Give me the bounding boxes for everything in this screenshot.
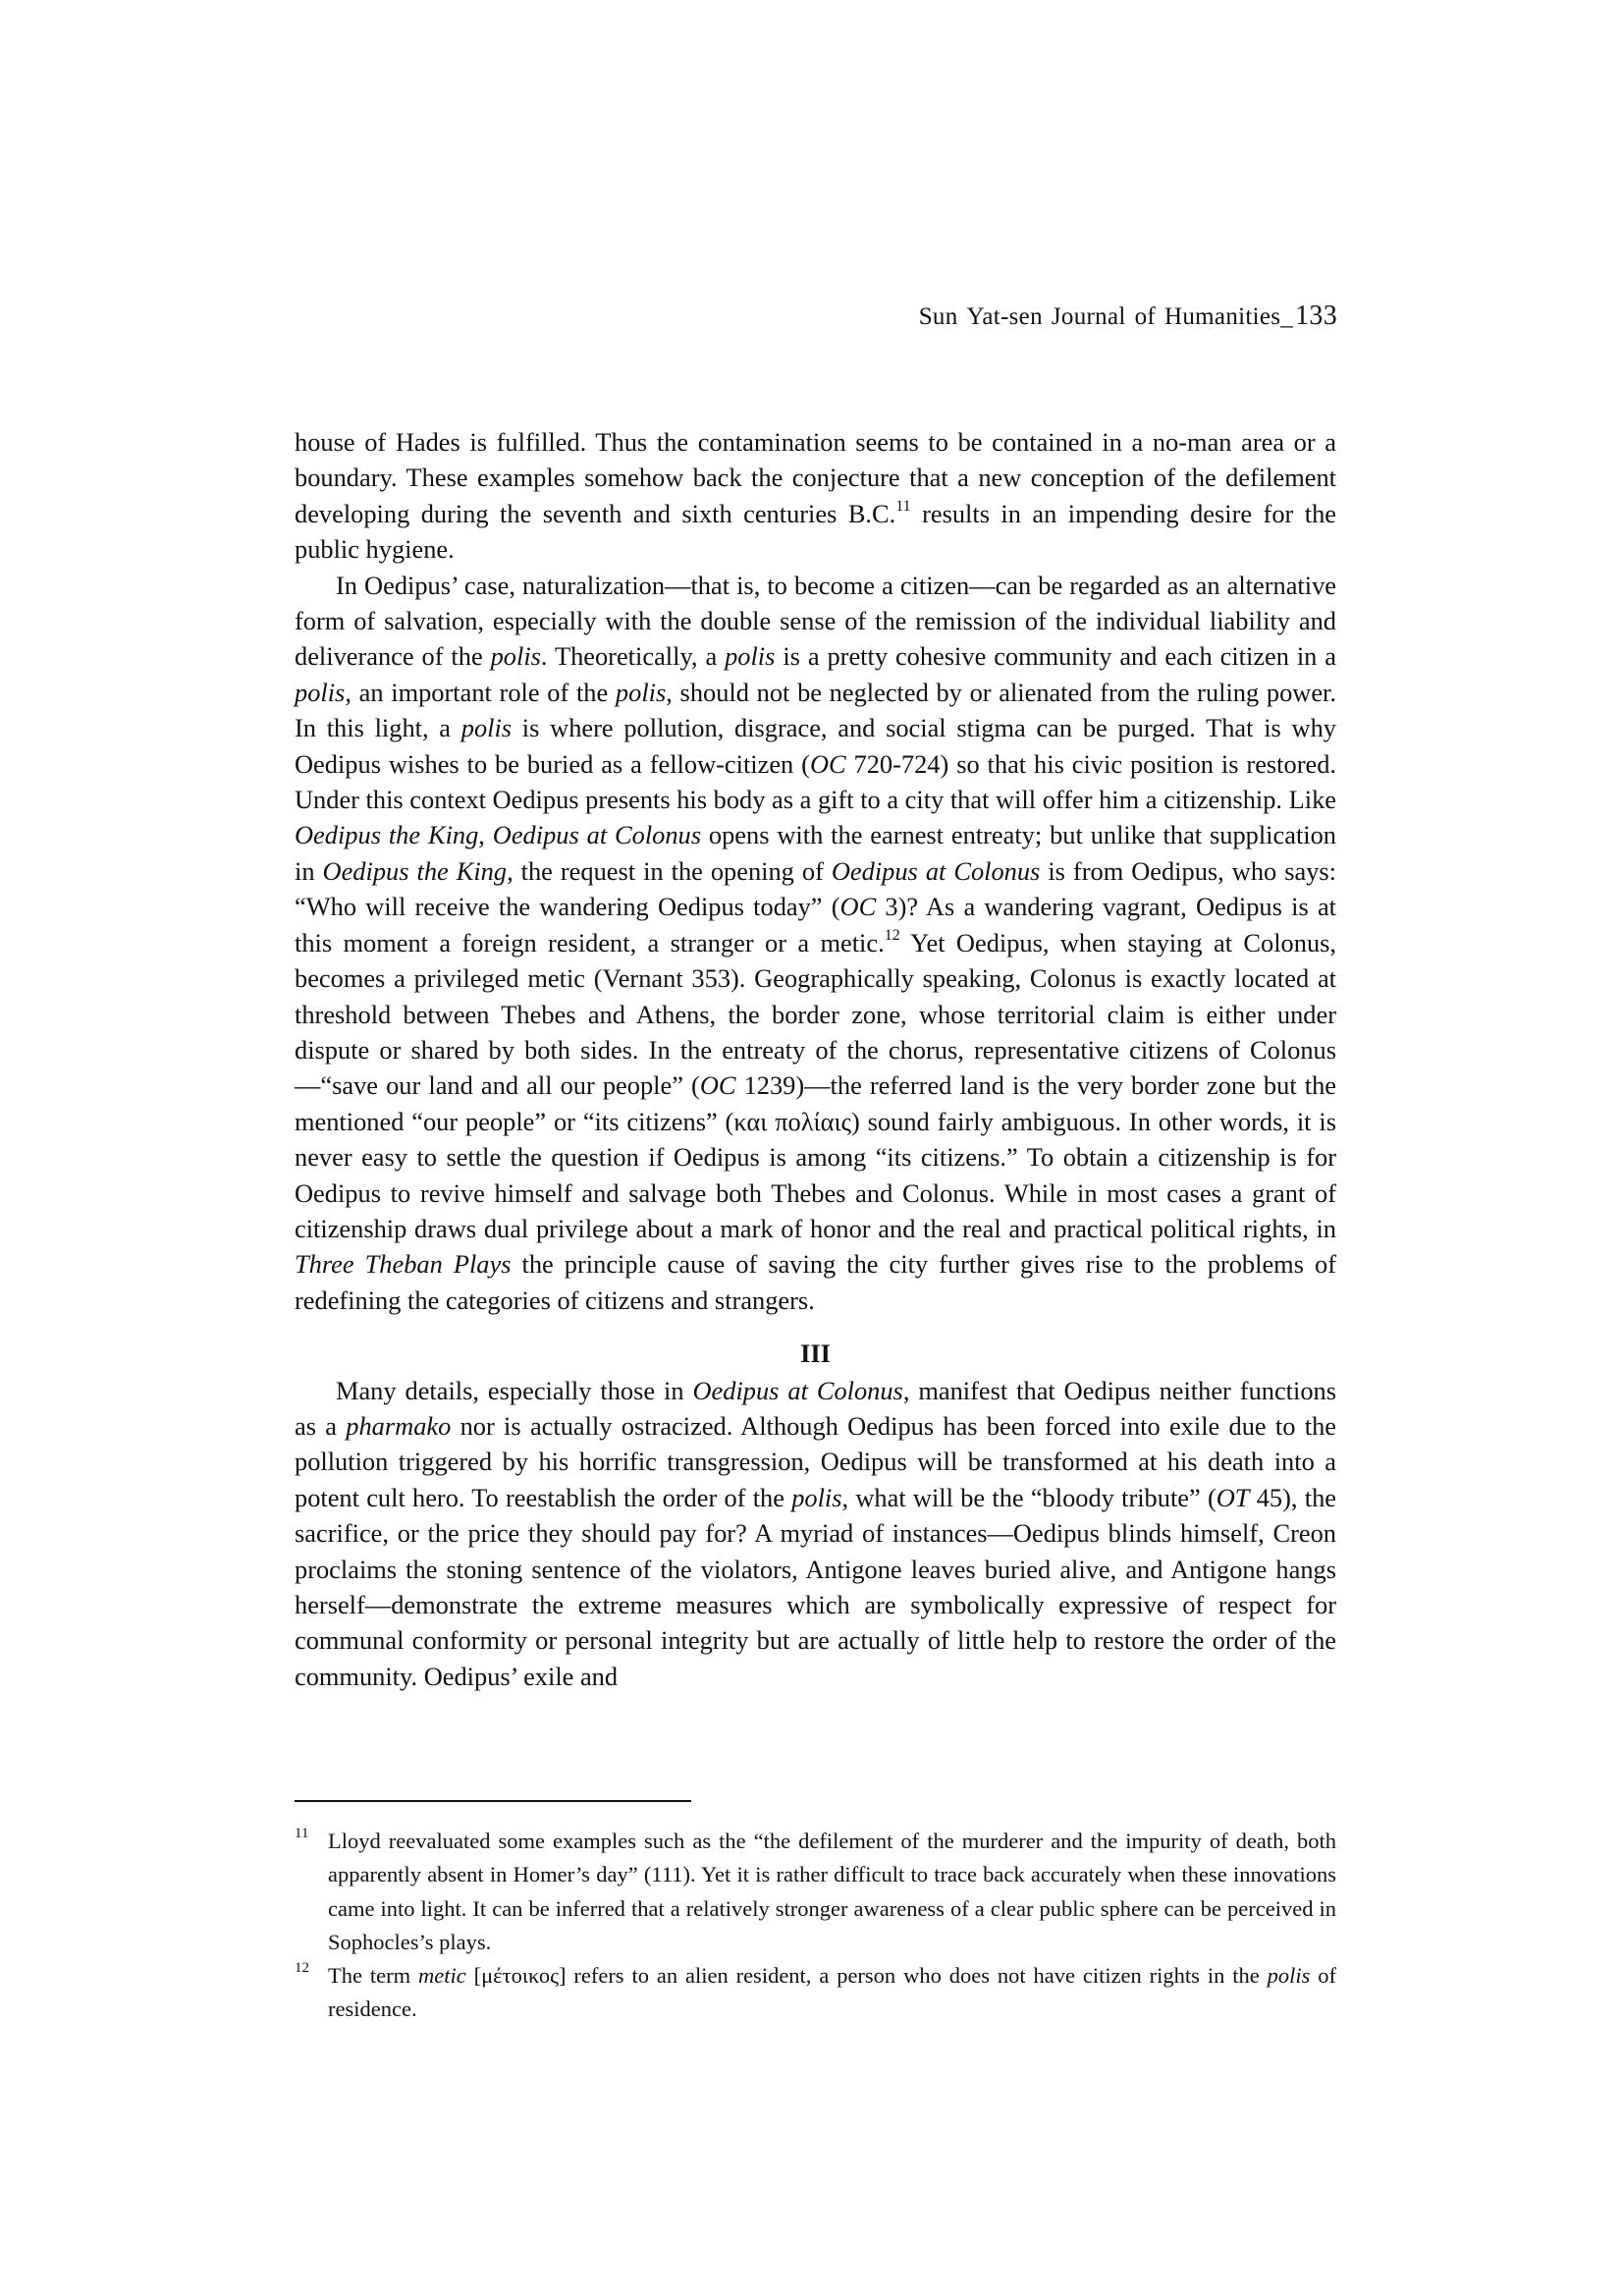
journal-title: Sun Yat-sen Journal of Humanities_ — [918, 303, 1294, 330]
footnote-divider — [295, 1800, 691, 1802]
section-heading: III — [800, 1339, 831, 1369]
footnote-ref-11[interactable]: 11 — [895, 497, 911, 515]
footnotes — [295, 1825, 1336, 2027]
page-number: 133 — [1295, 301, 1337, 331]
footnote-12: 12 The term metic [μέτοικος] refers to an alien resident, a person who does not have citizen rights in the polis of residence. — [295, 1959, 1336, 2027]
body-text — [295, 424, 1336, 1694]
paragraph-2: In Oedipus’ case, naturalization—that is, to become a citizen—can be regarded as an alternative form of salvation, especially with the double sense of the remission of the individual liability and deliverance of the polis. Theoretically, a polis is a pretty cohesive community and each citizen in a polis, an important role of the polis, should not be neglected by or alienated from the ruling power. In this light, a polis is where pollution, disgrace, and social stigma can be purged. That is why Oedipus wishes to be buried as a fellow-citizen (OC 720-724) so that his civic position is restored. Under this context Oedipus presents his body as a gift to a city that will offer him a citizenship. Like Oedipus the King, Oedipus at Colonus opens with the earnest entreaty; but unlike that supplication in Oedipus the King, the request in the opening of Oedipus at Colonus is from Oedipus, who says: “Who will receive the wandering Oedipus today” (OC 3)? As a wandering vagrant, Oedipus is at this moment a foreign resident, a stranger or a metic.$^{12}$ Yet Oedipus, when staying at Colonus, becomes a privileged metic (Vernant 353). Geographically speaking, Colonus is exactly located at threshold between Thebes and Athens, the border zone, whose territorial claim is either under dispute or shared by both sides. In the entreaty of the chorus, representative citizens of Colonus—“save our land and all our people” (OC 1239)—the referred land is the very border zone but the mentioned “our people” or “its citizens” (και πολίαις) sound fairly ambiguous. In other words, it is never easy to settle the question if Oedipus is among “its citizens.” To obtain a citizenship is for Oedipus to revive himself and salvage both Thebes and Colonus. While in most cases a grant of citizenship draws dual privilege about a mark of honor and the real and practical political rights, in Three Theban Plays the principle cause of saving the city further gives rise to the problems of redefining the categories of citizens and strangers. — [295, 570, 1337, 1315]
running-head — [919, 301, 1337, 332]
footnote-mark: 12 — [295, 1960, 309, 1977]
footnote-ref-12[interactable]: 12 — [884, 926, 900, 944]
footnote-11: 11 Lloyd reevaluated some examples such as the “the defilement of the murderer and the impurity of death, both apparently absent in Homer’s day” (111). Yet it is rather difficult to trace back accurately when these innovations came into light. It can be inferred that a relatively stronger awareness of a clear public sphere can be perceived in Sophocles’s plays. — [295, 1825, 1336, 1959]
footnote-mark: 11 — [295, 1826, 309, 1841]
paragraph-1: house of Hades is fulfilled. Thus the contamination seems to be contained in a no-man area or a boundary. These examples somehow back the conjecture that a new conception of the defilement developing during the seventh and sixth centuries B.C.$^{11}$ results in an impending desire for the public hygiene. — [295, 427, 1336, 565]
paragraph-3: Many details, especially those in Oedipus at Colonus, manifest that Oedipus neither functions as a pharmako nor is actually ostracized. Although Oedipus has been forced into exile due to the pollution triggered by his horrific transgression, Oedipus will be transformed at his death into a potent cult hero. To reestablish the order of the polis, what will be the “bloody tribute” (OT 45), the sacrifice, or the price they should pay for? A myriad of instances—Oedipus blinds himself, Creon proclaims the stoning sentence of the violators, Antigone leaves buried alive, and Antigone hangs herself—demonstrate the extreme measures which are symbolically expressive of respect for communal conformity or personal integrity but are actually of little help to restore the order of the community. Oedipus’ exile and — [295, 1375, 1337, 1691]
